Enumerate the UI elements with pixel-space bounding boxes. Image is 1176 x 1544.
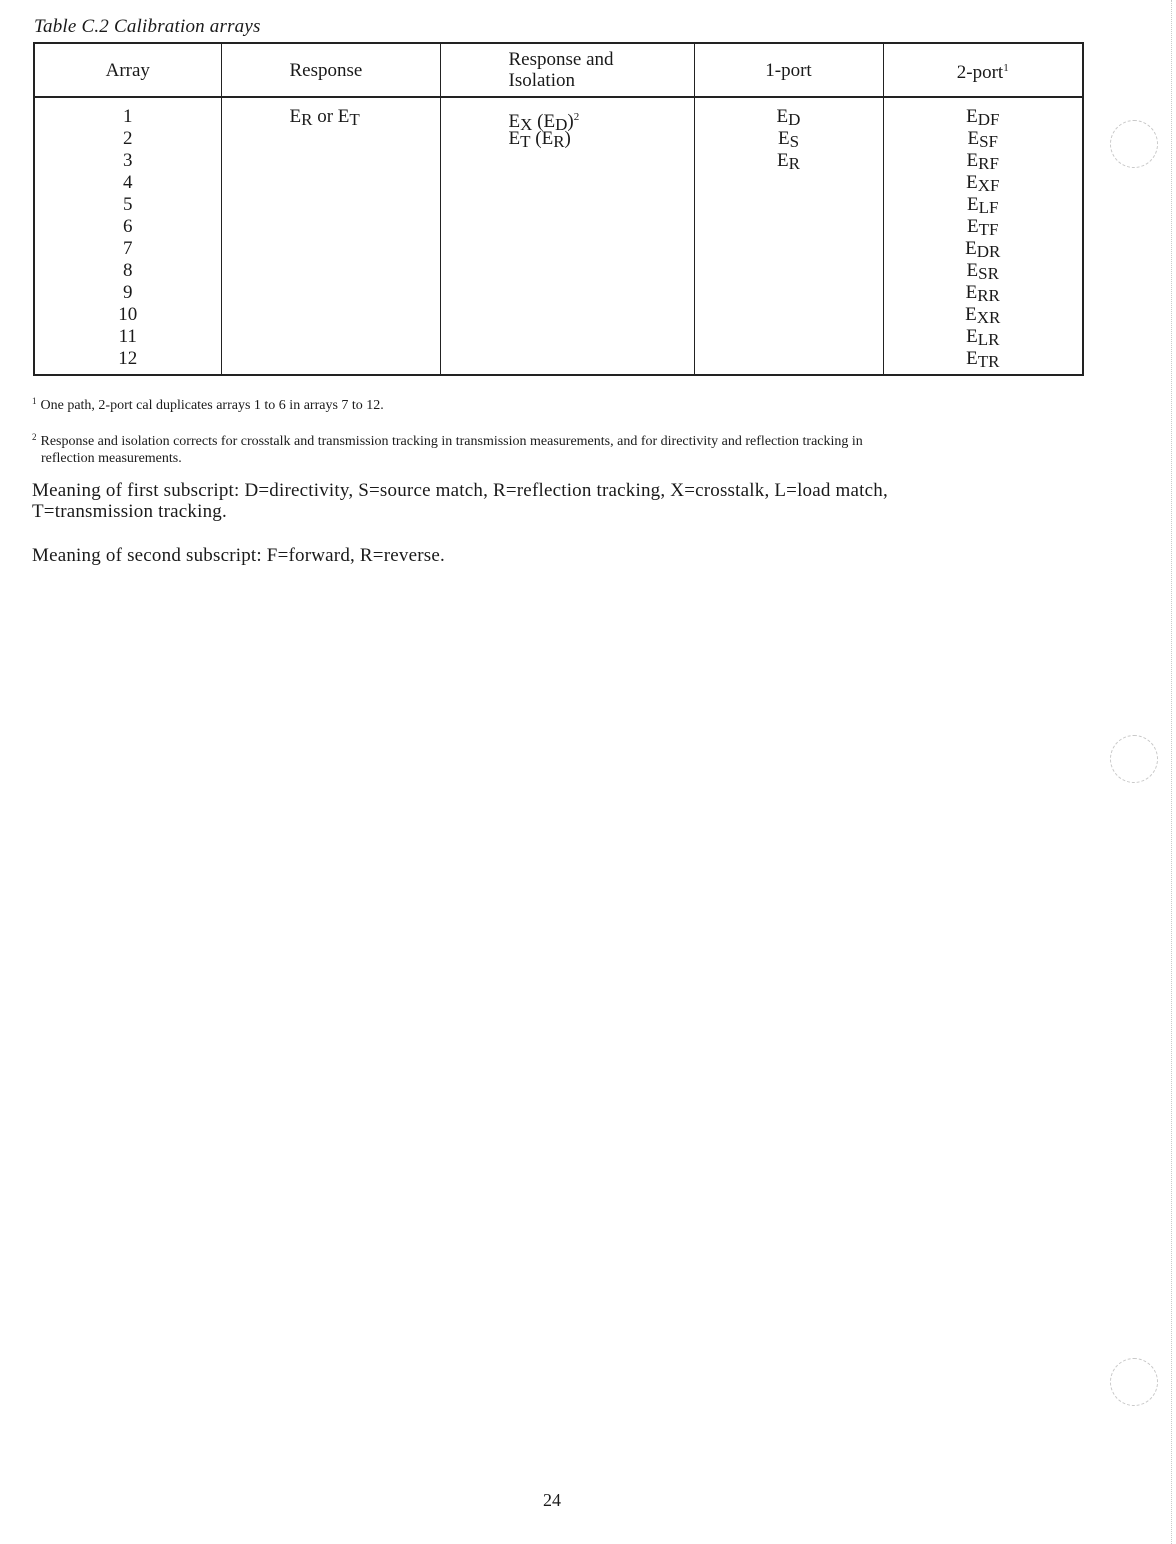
- term-subscript: DF: [977, 110, 1000, 129]
- term-e: E: [967, 194, 979, 215]
- one-port-term: [696, 106, 882, 128]
- term-subscript: D: [555, 115, 568, 134]
- two-port-term: [885, 106, 1082, 128]
- two-port-term: [885, 238, 1082, 260]
- term-subscript: LR: [977, 330, 1000, 349]
- two-port-term: [885, 304, 1082, 326]
- term-subscript: TF: [978, 220, 999, 239]
- term-e: E: [289, 106, 302, 127]
- header-two-port: [883, 43, 1083, 97]
- term-subscript: SF: [979, 132, 999, 151]
- array-number: 12: [118, 348, 138, 369]
- footnote-2: [32, 429, 1092, 467]
- term-subscript: LF: [978, 198, 999, 217]
- two-port-column: [883, 97, 1083, 375]
- term-e: E: [967, 128, 980, 149]
- array-number: 5: [123, 194, 133, 215]
- two-port-term: [885, 260, 1082, 282]
- header-one-port: 1-port: [694, 43, 883, 97]
- term-e: E: [965, 238, 977, 259]
- footnote-2-marker: 2: [32, 432, 37, 442]
- array-number: 4: [123, 172, 133, 193]
- one-port-term: [696, 150, 882, 172]
- term-subscript: T: [349, 110, 360, 129]
- header-response: Response: [221, 43, 440, 97]
- one-port-term: [696, 128, 882, 150]
- first-subscript-line1: Meaning of first subscript: D=directivity, S=source match, R=reflection tracking, X=crosstalk, L=load match,: [32, 480, 888, 501]
- array-number: 1: [123, 106, 133, 127]
- header-response-isolation-line2: Isolation: [508, 70, 575, 91]
- two-port-term: [885, 128, 1082, 150]
- array-number: 9: [123, 282, 133, 303]
- term-e: E: [966, 326, 978, 347]
- two-port-term: [885, 282, 1082, 304]
- term-subscript: RR: [977, 286, 1000, 305]
- footnote-ref-1: 1: [1003, 61, 1009, 74]
- isolation-term: [509, 128, 693, 150]
- term-subscript: XR: [976, 308, 1001, 327]
- term-subscript: S: [789, 132, 800, 151]
- calibration-arrays-table: [33, 42, 1084, 376]
- term-paren-close: ): [567, 111, 574, 132]
- array-number: 8: [123, 260, 133, 281]
- response-term: [290, 106, 439, 128]
- array-number: 11: [118, 326, 137, 347]
- footnote-ref-2: 2: [573, 111, 580, 123]
- term-subscript: RF: [978, 154, 999, 173]
- term-subscript: R: [553, 132, 565, 151]
- first-subscript-note: [32, 480, 1092, 522]
- term-paren-open: (E: [530, 128, 554, 149]
- two-port-term: [885, 326, 1082, 348]
- two-port-term: [885, 150, 1082, 172]
- term-e: E: [966, 260, 979, 281]
- term-e: E: [966, 348, 978, 369]
- isolation-term: [508, 106, 693, 134]
- two-port-term: [885, 172, 1082, 194]
- response-column: [221, 97, 440, 375]
- term-paren-close: ): [564, 128, 571, 149]
- array-number: 7: [123, 238, 133, 259]
- binder-hole: [1110, 120, 1158, 168]
- binder-hole: [1110, 735, 1158, 783]
- page-number: 24: [543, 1490, 561, 1510]
- array-number-column: [34, 97, 221, 375]
- response-isolation-column: [440, 97, 694, 375]
- term-paren-open: (E: [532, 111, 556, 132]
- term-e: E: [508, 128, 521, 149]
- array-number: 2: [123, 128, 133, 149]
- term-subscript: R: [301, 110, 313, 129]
- page-edge: [1171, 0, 1172, 1544]
- term-connector: or: [312, 106, 338, 127]
- term-e: E: [508, 111, 521, 132]
- term-e: E: [966, 172, 978, 193]
- term-subscript: SR: [978, 264, 999, 283]
- term-e: E: [777, 150, 789, 171]
- array-number: 3: [123, 150, 133, 171]
- array-number: 10: [118, 304, 138, 325]
- first-subscript-line2: T=transmission tracking.: [32, 501, 227, 522]
- two-port-term: [885, 194, 1082, 216]
- footnote-1: [32, 393, 1092, 414]
- array-number: 6: [123, 216, 133, 237]
- one-port-column: [694, 97, 883, 375]
- footnote-1-text: One path, 2-port cal duplicates arrays 1 to 6 in arrays 7 to 12.: [40, 398, 384, 413]
- table-header-row: [34, 43, 1083, 97]
- footnote-2-line1: [32, 429, 1092, 450]
- two-port-term: [885, 348, 1082, 370]
- term-e: E: [966, 150, 979, 171]
- footnote-2-line2: reflection measurements.: [41, 451, 182, 466]
- term-subscript: X: [520, 115, 533, 134]
- term-subscript: D: [788, 110, 801, 129]
- header-response-isolation: [440, 43, 694, 97]
- term-subscript: TR: [977, 352, 1000, 371]
- term-e: E: [337, 106, 350, 127]
- term-e: E: [967, 216, 979, 237]
- second-subscript-note: Meaning of second subscript: F=forward, R=reverse.: [32, 545, 445, 566]
- term-e: E: [965, 304, 977, 325]
- term-e: E: [776, 106, 789, 127]
- term-e: E: [965, 282, 978, 303]
- term-subscript: XF: [977, 176, 1000, 195]
- table-body-row: [34, 97, 1083, 375]
- header-array: Array: [34, 43, 221, 97]
- term-subscript: R: [788, 154, 800, 173]
- binder-hole: [1110, 1358, 1158, 1406]
- header-two-port-label: 2-port: [956, 61, 1004, 83]
- term-subscript: DR: [976, 242, 1001, 261]
- footnote-1-marker: 1: [32, 396, 37, 406]
- term-e: E: [777, 128, 790, 149]
- term-e: E: [966, 106, 978, 127]
- footnote-2-text: Response and isolation corrects for crosstalk and transmission tracking in transmission measurements, and for directivity and reflection tracking in: [40, 434, 863, 449]
- header-response-isolation-line1: Response and: [508, 49, 614, 70]
- table-caption: Table C.2 Calibration arrays: [34, 16, 261, 37]
- term-subscript: T: [520, 132, 531, 151]
- two-port-term: [885, 216, 1082, 238]
